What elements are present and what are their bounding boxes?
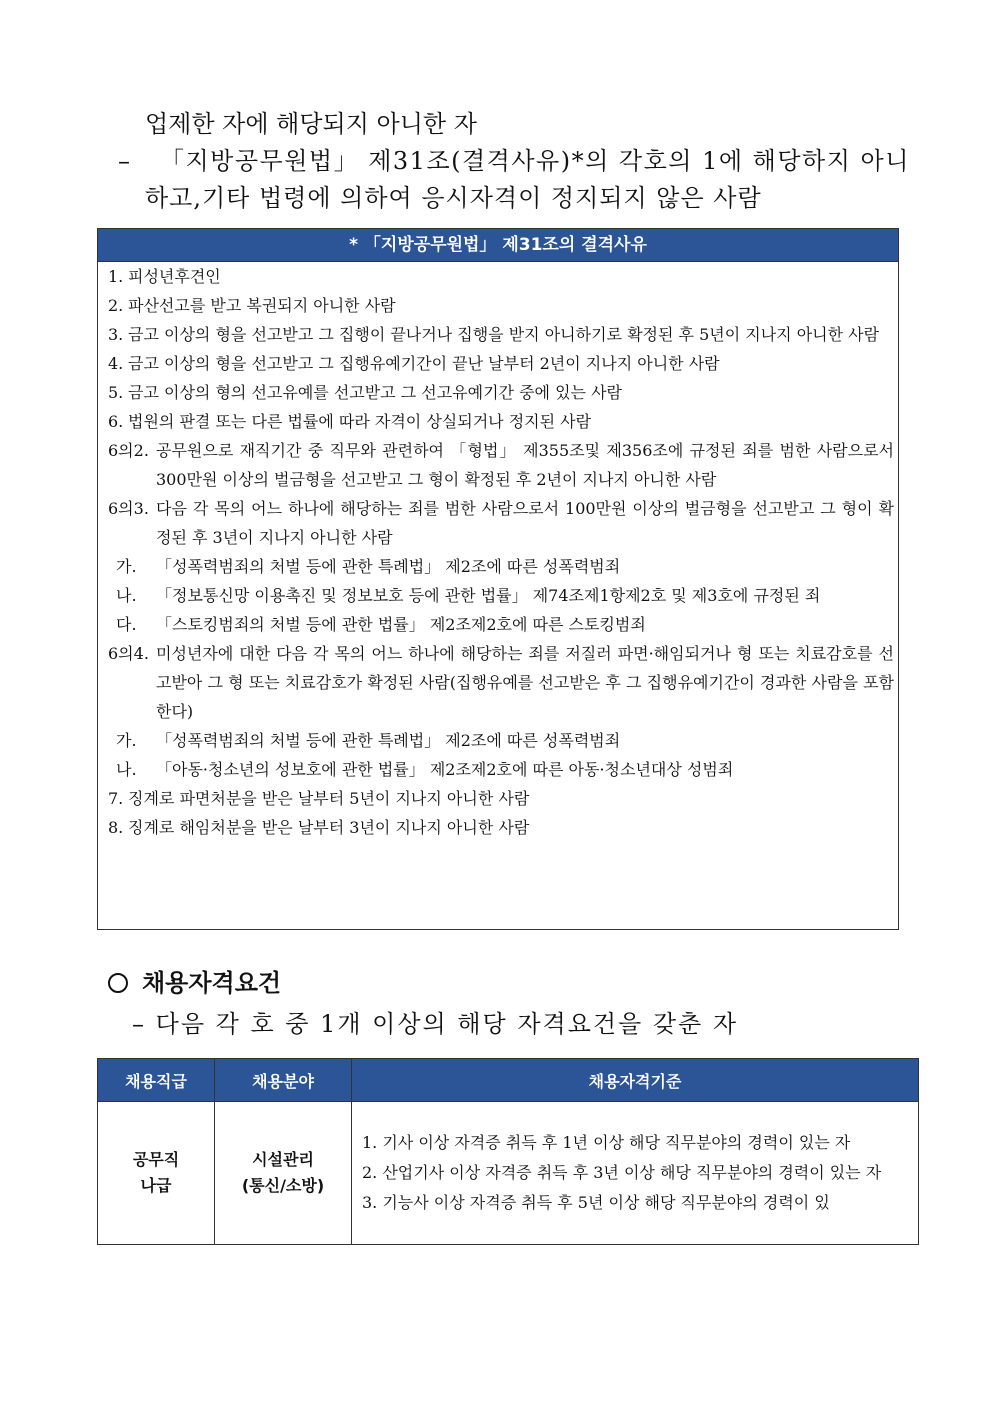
list-item xyxy=(108,784,894,813)
header-criteria: 채용자격기준 xyxy=(352,1059,919,1102)
list-item-number: 가. xyxy=(116,731,137,750)
list-item-text: 금고 이상의 형을 선고받고 그 집행이 끝나거나 집행을 받지 아니하기로 확정된 후 5년이 지나지 아니한 사람 xyxy=(128,325,880,344)
list-item-text: 파산선고를 받고 복권되지 아니한 사람 xyxy=(128,296,396,315)
list-item xyxy=(108,639,894,726)
list-item xyxy=(108,813,894,842)
field-cell xyxy=(215,1102,352,1245)
section-heading-text: 채용자격요건 xyxy=(142,968,282,997)
criteria-item xyxy=(354,1188,914,1218)
criteria-item xyxy=(354,1158,914,1188)
criteria-item xyxy=(354,1128,914,1158)
table-header-row xyxy=(98,1059,919,1102)
disqualification-title: * 「지방공무원법」 제31조의 결격사유 xyxy=(98,229,898,262)
list-item xyxy=(108,610,894,639)
grade-line-2: 나급 xyxy=(140,1176,172,1195)
list-item xyxy=(108,436,894,494)
list-item xyxy=(108,755,894,784)
list-item-number: 5. xyxy=(108,383,124,402)
intro-line-3: 하고,기타 법령에 의하여 응시자격이 정지되지 않은 사람 xyxy=(145,184,762,212)
list-item-number: 2. xyxy=(108,296,124,315)
intro-line-1: 업제한 자에 해당되지 아니한 자 xyxy=(145,110,477,138)
criteria-item-text: 2. 산업기사 이상 자격증 취득 후 3년 이상 해당 직무분야의 경력이 있는 자 xyxy=(362,1163,882,1182)
field-line-2: (통신/소방) xyxy=(241,1176,325,1195)
list-item-number: 8. xyxy=(108,818,124,837)
list-item xyxy=(108,291,894,320)
list-item-text: 「아동·청소년의 성보호에 관한 법률」 제2조제2호에 따른 아동·청소년대상 성범죄 xyxy=(156,760,734,779)
list-item-text: 징계로 파면처분을 받은 날부터 5년이 지나지 아니한 사람 xyxy=(128,789,530,808)
list-item-text: 법원의 판결 또는 다른 법률에 따라 자격이 상실되거나 정지된 사람 xyxy=(128,412,592,431)
list-item xyxy=(108,407,894,436)
list-item-text: 「성폭력범죄의 처벌 등에 관한 특례법」 제2조에 따른 성폭력범죄 xyxy=(156,731,621,750)
list-item xyxy=(108,262,894,291)
list-item xyxy=(108,726,894,755)
list-item-number: 1. xyxy=(108,267,124,286)
list-item-number: 6의4. xyxy=(108,644,149,663)
requirements-table xyxy=(97,1058,919,1245)
list-item-text: 공무원으로 재직기간 중 직무와 관련하여 「형법」 제355조및 제356조에 규정된 죄를 범한 사람으로서 300만원 이상의 벌금형을 선고받고 그 형이 확정된 후 2년이 지나지 아니한 사람 xyxy=(156,441,894,489)
list-item-number: 나. xyxy=(116,760,137,779)
intro-line-2: 「지방공무원법」 제31조(결격사유)*의 각호의 1에 해당하지 아니 xyxy=(160,147,910,175)
list-item-number: 4. xyxy=(108,354,124,373)
table-row xyxy=(98,1102,919,1245)
grade-line-1: 공무직 xyxy=(132,1150,180,1169)
disqualification-list xyxy=(98,262,898,842)
list-item-text: 「정보통신망 이용촉진 및 정보보호 등에 관한 법률」 제74조제1항제2호 및 제3호에 규정된 죄 xyxy=(156,586,821,605)
criteria-item-text: 1. 기사 이상 자격증 취득 후 1년 이상 해당 직무분야의 경력이 있는 자 xyxy=(362,1133,851,1152)
section-subline: – 다음 각 호 중 1개 이상의 해당 자격요건을 갖춘 자 xyxy=(132,1010,739,1038)
list-item-text: 징계로 해임처분을 받은 날부터 3년이 지나지 아니한 사람 xyxy=(128,818,530,837)
list-item xyxy=(108,349,894,378)
list-item-number: 3. xyxy=(108,325,124,344)
list-item xyxy=(108,378,894,407)
criteria-cell xyxy=(352,1102,919,1245)
list-item-number: 6의2. xyxy=(108,441,149,460)
list-item-number: 나. xyxy=(116,586,137,605)
grade-cell xyxy=(98,1102,215,1245)
list-item-text: 「성폭력범죄의 처벌 등에 관한 특례법」 제2조에 따른 성폭력범죄 xyxy=(156,557,621,576)
list-item xyxy=(108,494,894,552)
list-item-text: 다음 각 목의 어느 하나에 해당하는 죄를 범한 사람으로서 100만원 이상의 벌금형을 선고받고 그 형이 확정된 후 3년이 지나지 아니한 사람 xyxy=(156,499,894,547)
list-item-text: 금고 이상의 형의 선고유예를 선고받고 그 선고유예기간 중에 있는 사람 xyxy=(128,383,622,402)
list-item xyxy=(108,552,894,581)
list-item-number: 6. xyxy=(108,412,124,431)
list-item-text: 「스토킹범죄의 처벌 등에 관한 법률」 제2조제2호에 따른 스토킹범죄 xyxy=(156,615,646,634)
list-item xyxy=(108,581,894,610)
header-field: 채용분야 xyxy=(215,1059,352,1102)
list-item-text: 피성년후견인 xyxy=(128,267,221,286)
list-item-number: 가. xyxy=(116,557,137,576)
intro-dash: – xyxy=(118,147,130,175)
criteria-item-text: 3. 기능사 이상 자격증 취득 후 5년 이상 해당 직무분야의 경력이 있 xyxy=(362,1193,830,1212)
section-heading xyxy=(108,965,281,1001)
list-item-number: 6의3. xyxy=(108,499,149,518)
list-item-number: 다. xyxy=(116,615,137,634)
disqualification-box xyxy=(97,228,899,930)
header-grade: 채용직급 xyxy=(98,1059,215,1102)
list-item-text: 미성년자에 대한 다음 각 목의 어느 하나에 해당하는 죄를 저질러 파면·해임되거나 형 또는 치료감호를 선고받아 그 형 또는 치료감호가 확정된 사람(집행유예를 선고받은 후 그 집행유예기간이 경과한 사람을 포함한다) xyxy=(156,644,894,721)
field-line-1: 시설관리 xyxy=(252,1150,314,1169)
list-item xyxy=(108,320,894,349)
list-item-text: 금고 이상의 형을 선고받고 그 집행유예기간이 끝난 날부터 2년이 지나지 아니한 사람 xyxy=(128,354,720,373)
circle-bullet-icon xyxy=(108,973,128,993)
list-item-number: 7. xyxy=(108,789,124,808)
